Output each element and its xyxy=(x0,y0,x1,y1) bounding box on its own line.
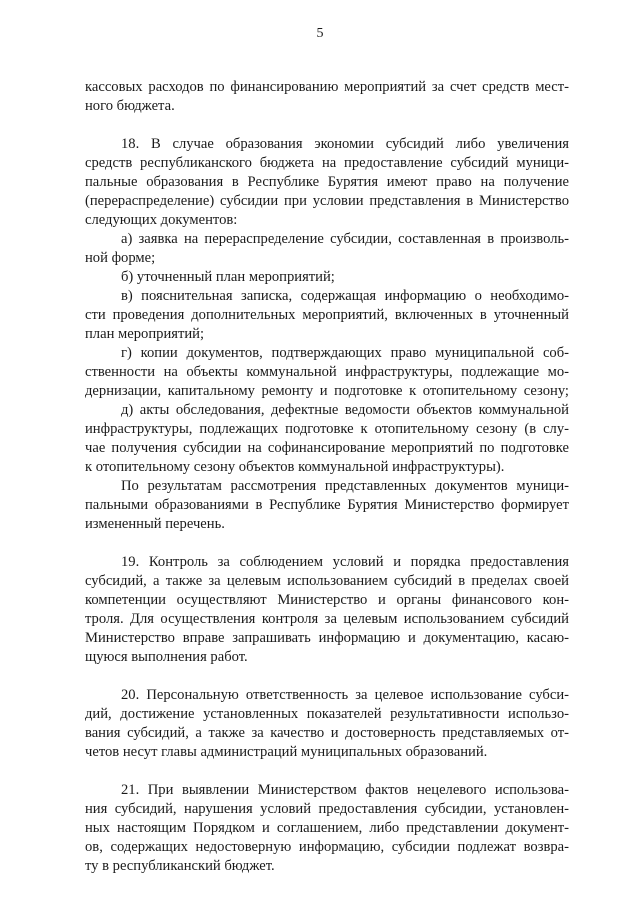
text-line: план мероприятий; xyxy=(85,326,205,342)
paragraph-p-18 xyxy=(85,135,569,534)
text-line: 18. В случае образования экономии субсидий либо увеличения xyxy=(121,136,569,152)
text-line: 20. Персональную ответственность за целевое использование субси- xyxy=(121,687,569,703)
text-line: троля. Для осуществления контроля за целевым использованием субсидий xyxy=(85,611,569,627)
paragraph-p-19 xyxy=(85,553,569,667)
document-body xyxy=(85,78,569,876)
paragraph-p-21 xyxy=(85,781,569,876)
text-line: следующих документов: xyxy=(85,212,238,228)
paragraph-p-20 xyxy=(85,686,569,762)
text-line: средств республиканского бюджета на предоставление субсидий муници- xyxy=(85,155,569,171)
text-line: По результатам рассмотрения представленных документов муници- xyxy=(121,478,569,494)
text-line: вания субсидий, а также за качество и достоверность представляемых от- xyxy=(85,725,569,741)
page-number: 5 xyxy=(316,26,324,41)
text-line: компетенции осуществляют Министерство и органы финансового кон- xyxy=(85,592,569,608)
text-line: д) акты обследования, дефектные ведомости объектов коммунальной xyxy=(121,402,569,418)
paragraph-p-cont xyxy=(85,78,569,116)
text-line: ов, содержащих недостоверную информацию, субсидии подлежат возвра- xyxy=(85,839,569,855)
text-line: 21. При выявлении Министерством фактов нецелевого использова- xyxy=(121,782,569,798)
text-line: а) заявка на перераспределение субсидии, составленная в произволь- xyxy=(121,231,569,247)
text-line: ния субсидий, нарушения условий предоставления субсидии, установлен- xyxy=(85,801,569,817)
text-line: дий, достижение установленных показателей результативности использо- xyxy=(85,706,569,722)
text-line: пальными образованиями в Республике Бурятия Министерство формирует xyxy=(85,497,569,513)
text-line: к отопительному сезону объектов коммунальной инфраструктуры). xyxy=(85,459,505,475)
text-line: ной форме; xyxy=(85,250,156,266)
text-line: Министерство вправе запрашивать информацию и документацию, касаю- xyxy=(85,630,569,646)
text-line: измененный перечень. xyxy=(85,516,225,532)
text-line: б) уточненный план мероприятий; xyxy=(121,269,335,285)
text-line: четов несут главы администраций муниципальных образований. xyxy=(85,744,488,760)
text-line: щуюся выполнения работ. xyxy=(85,649,248,665)
text-line: в) пояснительная записка, содержащая информацию о необходимо- xyxy=(121,288,569,304)
text-line: ных настоящим Порядком и соглашением, либо представлении документ- xyxy=(85,820,569,836)
text-line: кассовых расходов по финансированию мероприятий за счет средств мест- xyxy=(85,79,569,95)
text-line: субсидий, а также за целевым использованием субсидий в пределах своей xyxy=(85,573,569,589)
text-line: сти проведения дополнительных мероприятий, включенных в уточненный xyxy=(85,307,569,323)
text-line: г) копии документов, подтверждающих право муниципальной соб- xyxy=(121,345,569,361)
text-line: инфраструктуры, подлежащих подготовке к отопительному сезону (в слу- xyxy=(85,421,569,437)
text-line: 19. Контроль за соблюдением условий и порядка предоставления xyxy=(121,554,569,570)
text-line: ту в республиканский бюджет. xyxy=(85,858,275,874)
text-line: чае получения субсидии на софинансирование мероприятий по подготовке xyxy=(85,440,569,456)
text-line: ного бюджета. xyxy=(85,98,175,114)
text-line: ственности на объекты коммунальной инфраструктуры, подлежащие мо- xyxy=(85,364,569,380)
text-line: дернизации, капитальному ремонту и подготовке к отопительному сезону; xyxy=(85,383,569,399)
text-line: (перераспределение) субсидии при условии представления в Министерство xyxy=(85,193,569,209)
text-line: пальные образования в Республике Бурятия имеют право на получение xyxy=(85,174,569,190)
